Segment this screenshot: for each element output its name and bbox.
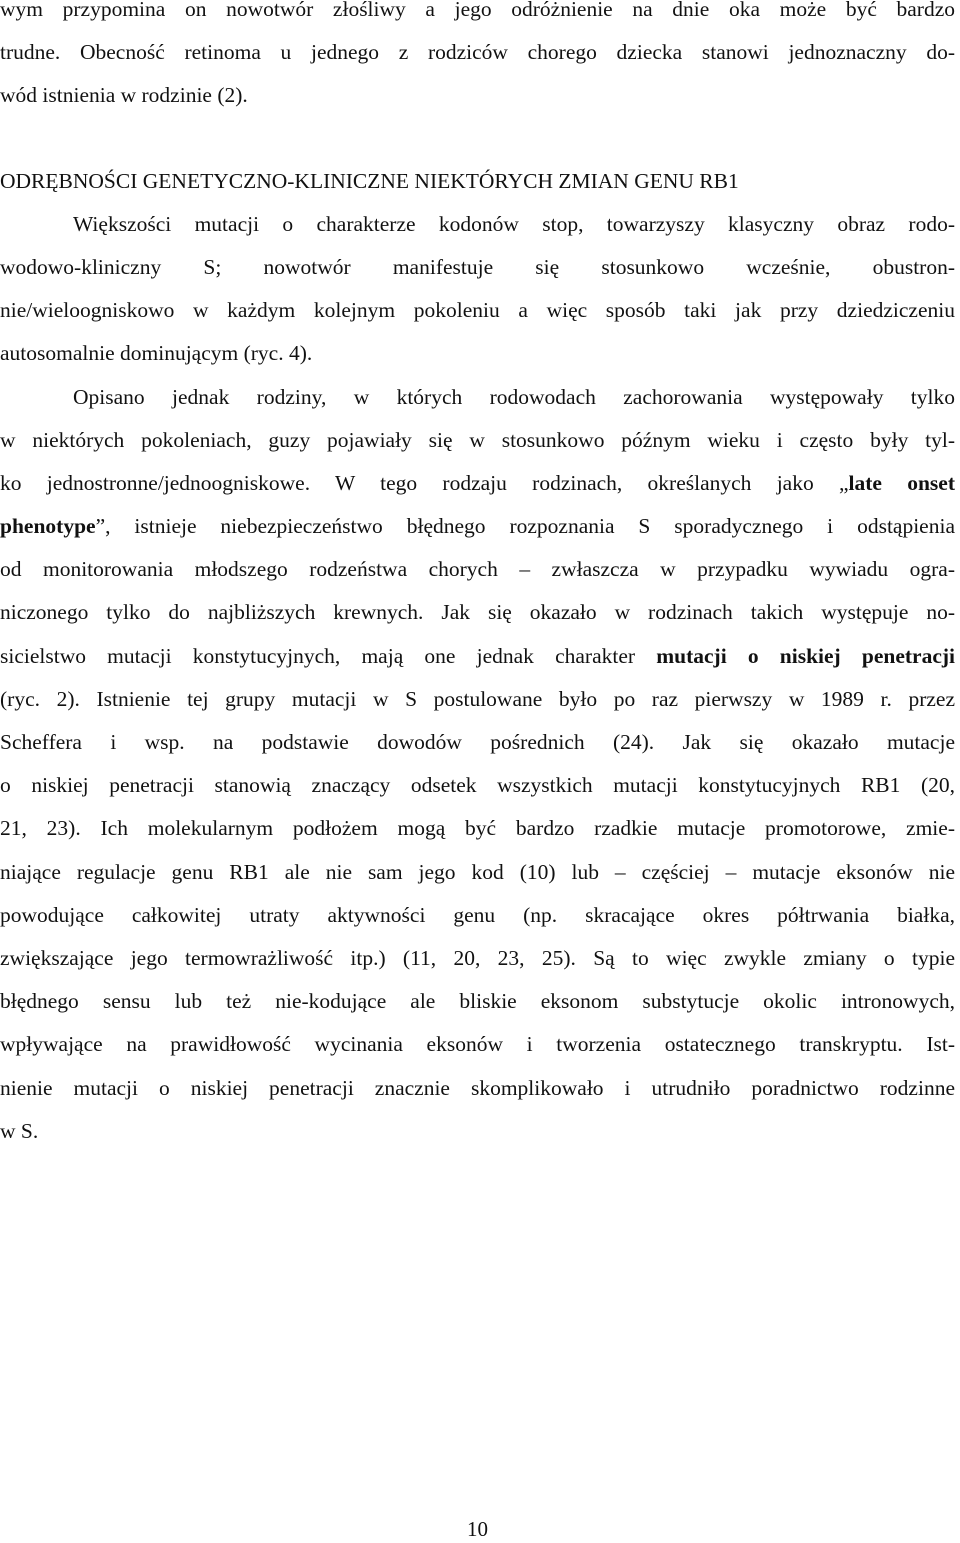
text-line: wodowo-kliniczny S; nowotwór manifestuje się stosunkowo wcześnie, obustron- bbox=[0, 254, 955, 279]
text-line bbox=[0, 505, 955, 548]
text-line: wód istnienia w rodzinie (2). bbox=[0, 83, 248, 108]
text-line: nienie mutacji o niskiej penetracji znacznie skomplikowało i utrudniło poradnictwo rodzinne bbox=[0, 1075, 955, 1100]
bold-term: mutacji o niskiej penetracji bbox=[656, 643, 955, 668]
text-line: (ryc. 2). Istnienie tej grupy mutacji w S postulowane było po raz pierwszy w 1989 r. przez bbox=[0, 686, 955, 711]
text-line: Opisano jednak rodziny, w których rodowodach zachorowania występowały tylko bbox=[73, 384, 955, 409]
section-heading: ODRĘBNOŚCI GENETYCZNO-KLINICZNE NIEKTÓRYCH ZMIAN GENU RB1 bbox=[0, 168, 739, 193]
bold-term: phenotype bbox=[0, 514, 96, 539]
paragraph-1 bbox=[0, 203, 955, 376]
text-line: powodujące całkowitej utraty aktywności genu (np. skracające okres półtrwania białka, bbox=[0, 902, 955, 927]
text-line: Większości mutacji o charakterze kodonów stop, towarzyszy klasyczny obraz rodo- bbox=[73, 211, 955, 236]
text-line: w S. bbox=[0, 1118, 39, 1143]
paragraph-gap bbox=[0, 118, 955, 160]
text-line: wpływające na prawidłowość wycinania eksonów i tworzenia ostatecznego transkryptu. Ist- bbox=[0, 1032, 955, 1057]
text-segment: sicielstwo mutacji konstytucyjnych, mają one jednak charakter bbox=[0, 643, 657, 668]
intro-paragraph bbox=[0, 0, 955, 118]
text-segment: ko jednostronne/jednoogniskowe. W tego rodzaju rodzinach, określanych jako „ bbox=[0, 470, 849, 495]
paragraph-2 bbox=[0, 376, 955, 1153]
text-line: wym przypomina on nowotwór złośliwy a jego odróżnienie na dnie oka może być bardzo bbox=[0, 0, 955, 21]
text-line: błędnego sensu lub też nie-kodujące ale bliskie eksonom substytucje okolic intronowych, bbox=[0, 989, 955, 1014]
bold-term: late onset bbox=[848, 470, 955, 495]
text-line bbox=[0, 462, 955, 505]
text-line: w niektórych pokoleniach, guzy pojawiały się w stosunkowo późnym wieku i często były tyl- bbox=[0, 427, 955, 452]
page-number: 10 bbox=[467, 1517, 488, 1541]
text-line: trudne. Obecność retinoma u jednego z rodziców chorego dziecka stanowi jednoznaczny do- bbox=[0, 40, 955, 65]
text-line: autosomalnie dominującym (ryc. 4). bbox=[0, 341, 313, 366]
text-line: 21, 23). Ich molekularnym podłożem mogą być bardzo rzadkie mutacje promotorowe, zmie- bbox=[0, 816, 955, 841]
text-line: Scheffera i wsp. na podstawie dowodów pośrednich (24). Jak się okazało mutacje bbox=[0, 730, 955, 754]
text-line: niczonego tylko do najbliższych krewnych. Jak się okazało w rodzinach takich występuje no- bbox=[0, 600, 955, 625]
text-line: nie/wieloogniskowo w każdym kolejnym pokoleniu a więc sposób taki jak przy dziedziczeniu bbox=[0, 298, 955, 323]
text-line: zwiększające jego termowrażliwość itp.) (11, 20, 23, 25). Są to więc zwykle zmiany o typie bbox=[0, 945, 955, 970]
text-line: o niskiej penetracji stanowią znaczący odsetek wszystkich mutacji konstytucyjnych RB1 (20, bbox=[0, 773, 955, 798]
text-line: niające regulacje genu RB1 ale nie sam jego kod (10) lub – częściej – mutacje eksonów nie bbox=[0, 859, 955, 884]
text-line: od monitorowania młodszego rodzeństwa chorych – zwłaszcza w przypadku wywiadu ogra- bbox=[0, 557, 955, 582]
text-line bbox=[0, 635, 955, 678]
text-segment: ”, istnieje niebezpieczeństwo błędnego rozpoznania S sporadycznego i odstąpienia bbox=[95, 514, 955, 539]
